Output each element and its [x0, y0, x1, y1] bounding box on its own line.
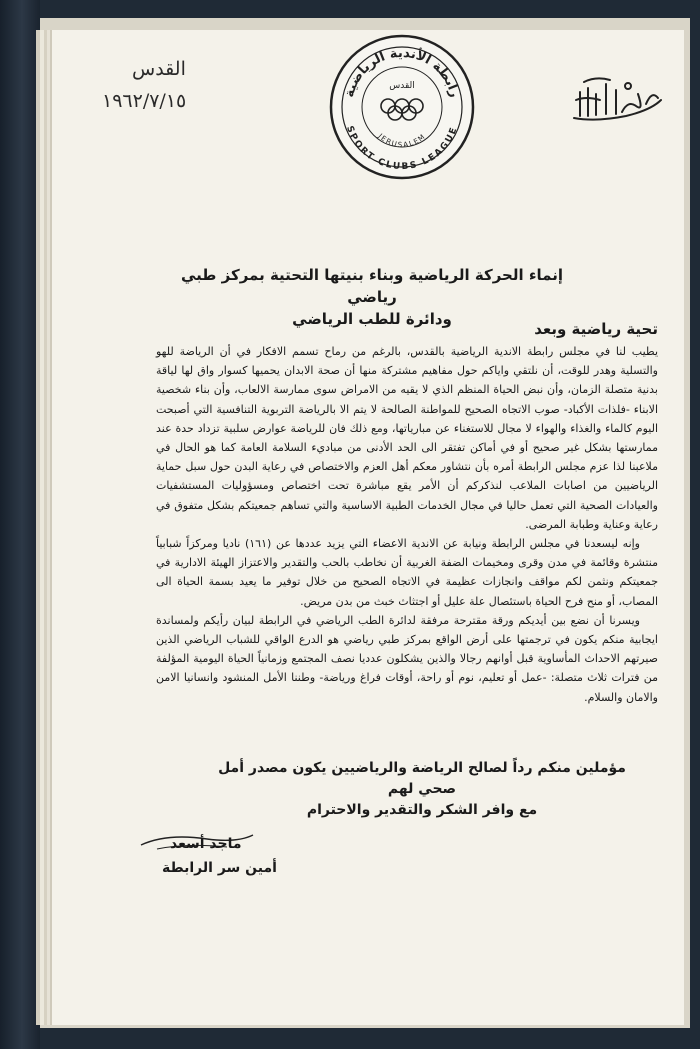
body-paragraph-2: وإنه ليسعدنا في مجلس الرابطة ونيابة عن الاندية الاعضاء التي يزيد عددها عن (١٦١) ناديا ومركزاً شبابياً منتشرة وقائمة في مدن وقرى ومخيمات الضفة الغربية أن نخاطب بالحب والتقدير والاعتزاز الهيئة الادارية في جمعيتكم ونثمن لكم مواقف وانجازات عظيمة في الاتجاه الصحيح من خلال توفير ما يعيد بسمة الحياة الى المصاب، أو منح فرح الحياة باستئصال علة عليل أو اجتثاث خبث من بدن مريض.: [156, 537, 658, 608]
letter-greeting: تحية رياضية وبعد: [534, 320, 658, 338]
basmala-calligraphy: [566, 70, 666, 130]
body-paragraph-1: يطيب لنا في مجلس رابطة الاندية الرياضية بالقدس، بالرغم من رماح تسمم الافكار في أن الرياضة للهو والتسلية وهدر للوقت، أن نلتقي واياكم حول مفاهيم مشتركة منها أن صحة الابدان يحميها كسوار واق لها لياقة بدنية متصلة الزمان، وأن نبض الحياة المنظم الذي لا يقيه من الامراض سوى ممارسة الالعاب، وأن بناء شخصية الابناء -فلذات الأكباد- صوب الاتجاه الصحيح للمواطنة الصالحة لا يتم الا بالرياضة التربوية التنافسية التي أصبحت اليوم كالماء والغذاء والهواء لا مجال للاستغناء عن مبارياتها، ومع ذلك فان للرياضة عوارض سلبية تزداد حدة عند ممارستها بشكل غير صحيح أو في أماكن تفتقر الى الحد الأدنى من مباديء السلامة العامة كما هو الحال في ملاعبنا لذا عزم مجلس الرابطة أمره بأن نتشاور معكم أهل العزم والاختصاص في رعاية البدن حول سبل حماية الرياضيين من اصابات الملاعب لنذكركم أن الأمر يقع مباشرة تحت اختصاص ومسؤوليات المستشفيات والعيادات الصحية التي تعمل حاليا في مجال الخدمات الطبية الاساسية والتي تساهم جمعيتكم بشكل متفوق في رعاية وعناية وطبابة المرضى.: [156, 345, 658, 531]
league-seal: [327, 32, 477, 182]
signatory-title: أمين سر الرابطة: [162, 860, 277, 876]
signatory-name: ماجد أسعد: [170, 836, 242, 852]
seal-english-text: SPORT CLUBS LEAGUE: [344, 124, 460, 173]
closing-line-2: مع وافر الشكر والتقدير والاحترام: [306, 802, 538, 818]
letter-body: [156, 342, 658, 707]
letter-page: [52, 30, 684, 1025]
letter-subject: [162, 264, 582, 330]
letter-place: القدس: [132, 58, 186, 80]
letter-closing: [202, 758, 642, 821]
seal-inner-arabic: القدس: [389, 81, 415, 91]
seal-arabic-text: رابطة الأندية الرياضية: [342, 45, 462, 100]
subject-line-2: ودائرة للطب الرياضي: [292, 310, 452, 328]
binder-spine: [0, 0, 40, 1049]
letter-date: ١٩٦٢/٧/١٥: [102, 90, 187, 112]
closing-line-1: مؤملين منكم رداً لصالح الرياضة والرياضيين يكون مصدر أمل صحي لهم: [218, 760, 626, 797]
subject-line-1: إنماء الحركة الرياضية وبناء بنيتها التحتية بمركز طبي رياضي: [181, 266, 563, 306]
body-paragraph-3: ويسرنا أن نضع بين أيديكم ورقة مقترحة مرفقة لدائرة الطب الرياضي في الرابطة لبيان رأيكم ولمساندة ايجابية منكم يكون في ترجمتها على أرض الواقع بمركز طبي رياضي هو الدرع الواقي للشباب الرياضي الذين صيرتهم الاحداث المأساوية قبل أوانهم رجالا والذين يشكلون عدديا نصف المجتمع وزمانياً الحياة اليومية المؤلفة من فترات ثلاث متصلة: -عمل أو تعليم، نوم أو راحة، أوقات فراغ ورياضة- وطننا الأمل المنشود وانسانيا الامن والامان والسلام.: [156, 613, 658, 704]
seal-city-text: JERUSALEM: [376, 132, 428, 150]
